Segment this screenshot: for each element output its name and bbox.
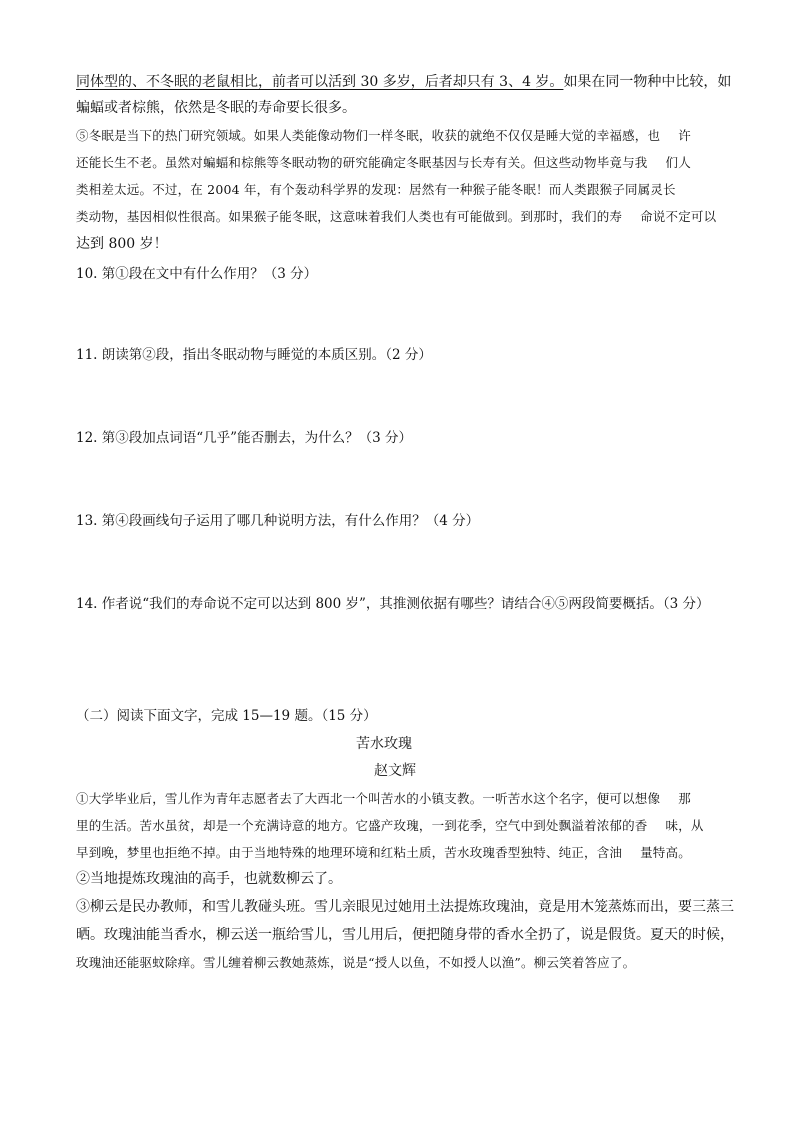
paragraph-5-line-4b: 命说不定可以 — [640, 209, 717, 224]
s2-paragraph-3-line-1: ③柳云是民办教师，和雪儿教碰头班。雪儿亲眼见过她用土法提炼玫瑰油，竟是用木笼蒸炼而出，要三蒸三 — [76, 899, 734, 915]
passage-line-1 — [76, 72, 731, 92]
s2-paragraph-1-line-3 — [76, 843, 691, 863]
paragraph-5-line-3: 类相差太远。不过，在 2004 年，有个轰动科学界的发现：居然有一种猴子能冬眠！而人类跟猴子同属灵长 — [76, 182, 676, 197]
paragraph-5-line-2b: 们人 — [665, 155, 691, 170]
s2-paragraph-2: ②当地提炼玫瑰油的高手，也就数柳云了。 — [76, 871, 342, 887]
s2-paragraph-1-line-2b: 味，从 — [665, 818, 704, 833]
question-14: 14. 作者说“我们的寿命说不定可以达到 800 岁”，其推测依据有哪些？请结合④⑤两段简要概括。（3 分） — [76, 596, 710, 612]
paragraph-5-line-1a: ⑤冬眠是当下的热门研究领域。如果人类能像动物们一样冬眠，收获的就绝不仅仅是睡大觉的幸福感，也 — [76, 128, 661, 143]
s2-paragraph-1-line-2a: 里的生活。苦水虽贫，却是一个充满诗意的地方。它盛产玫瑰，一到花季，空气中到处飘溢着浓郁的香 — [76, 818, 648, 833]
paragraph-5-line-4 — [76, 207, 716, 227]
s2-paragraph-3-line-3: 玫瑰油还能驱蚊除痒。雪儿缠着柳云教她蒸炼，说是“授人以鱼，不如授人以渔”。柳云笑着答应了。 — [76, 955, 636, 970]
paragraph-5-line-5: 达到 800 岁！ — [76, 236, 168, 252]
article-title: 苦水玫瑰 — [356, 736, 412, 752]
passage-line-2: 蝙蝠或者棕熊，依然是冬眠的寿命要长很多。 — [76, 100, 356, 116]
question-11: 11. 朗读第②段，指出冬眠动物与睡觉的本质区别。（2 分） — [76, 347, 432, 363]
paragraph-5-line-2a: 还能长生不老。虽然对蝙蝠和棕熊等冬眠动物的研究能确定冬眠基因与长寿有关。但这些动物毕竟与我 — [76, 155, 648, 170]
s2-paragraph-3-line-2: 晒。玫瑰油能当香水，柳云送一瓶给雪儿，雪儿用后，便把随身带的香水全扔了，说是假货。夏天的时候， — [76, 927, 734, 943]
s2-paragraph-1-line-1b: 那 — [678, 791, 691, 806]
s2-paragraph-1-line-2 — [76, 816, 704, 836]
passage-line-1-rest: 如果在同一物种中比较，如 — [563, 74, 732, 90]
paragraph-5-line-2 — [76, 153, 691, 173]
underlined-sentence: 同体型的、不冬眠的老鼠相比，前者可以活到 30 多岁，后者却只有 3、4 岁。 — [76, 74, 564, 90]
question-12: 12. 第③段加点词语“几乎”能否删去，为什么？（3 分） — [76, 430, 412, 446]
s2-paragraph-1-line-3b: 量特高。 — [640, 845, 691, 860]
question-10: 10. 第①段在文中有什么作用？（3 分） — [76, 266, 318, 282]
article-author: 赵文辉 — [374, 763, 416, 779]
section-2-heading: （二）阅读下面文字，完成 15—19 题。（15 分） — [76, 708, 377, 724]
paragraph-5-line-1 — [76, 126, 691, 146]
s2-paragraph-1-line-1 — [76, 789, 691, 809]
paragraph-5-line-1b: 许 — [678, 128, 691, 143]
s2-paragraph-1-line-1a: ①大学毕业后，雪儿作为青年志愿者去了大西北一个叫苦水的小镇支教。一听苦水这个名字，便可以想像 — [76, 791, 661, 806]
question-13: 13. 第④段画线句子运用了哪几种说明方法，有什么作用？（4 分） — [76, 513, 480, 529]
paragraph-5-line-4a: 类动物，基因相似性很高。如果猴子能冬眠，这意味着我们人类也有可能做到。到那时，我们的寿 — [76, 209, 623, 224]
s2-paragraph-1-line-3a: 早到晚，梦里也拒绝不掉。由于当地特殊的地理环境和红粘土质，苦水玫瑰香型独特、纯正，含油 — [76, 845, 623, 860]
